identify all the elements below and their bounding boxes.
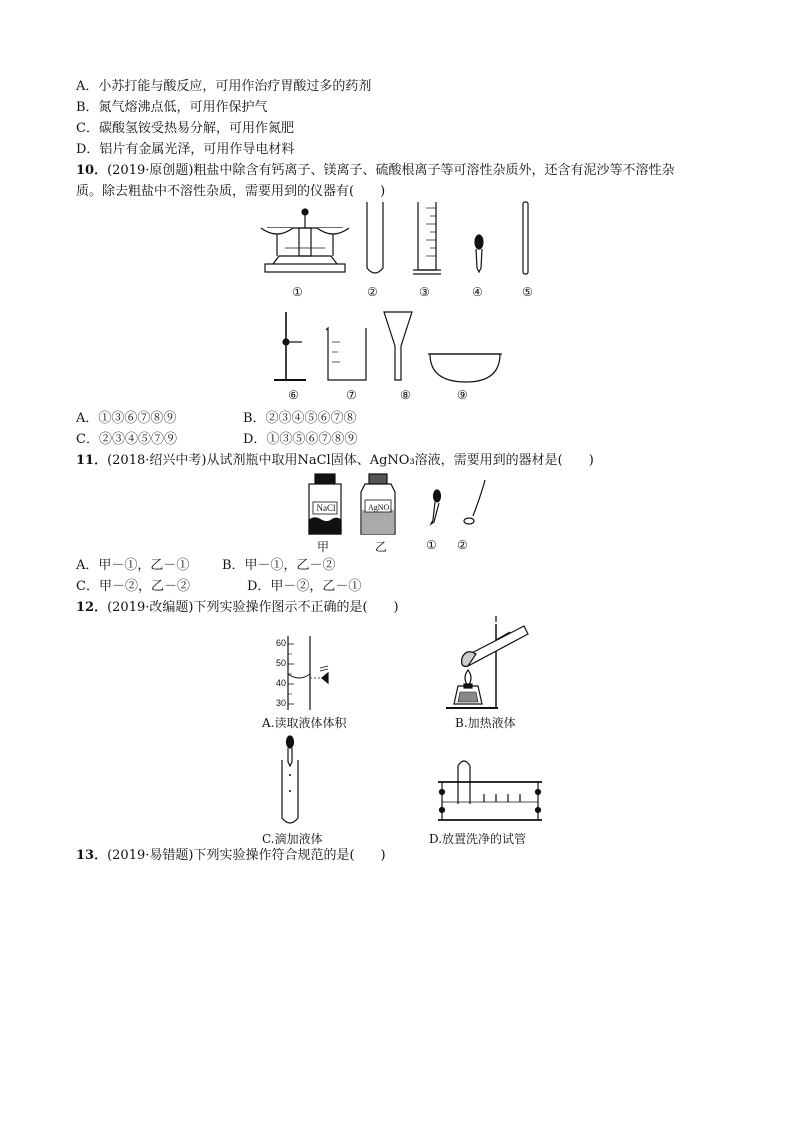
scale-60: 60 [276, 638, 287, 648]
q11-label-2: ② [457, 538, 468, 552]
dropper-icon [475, 235, 483, 272]
q10-label-5: ⑤ [522, 285, 533, 299]
q13-number: 13． [76, 848, 108, 863]
q9-option-a: A．小苏打能与酸反应，可用作治疗胃酸过多的药剂 [76, 79, 372, 94]
nacl-bottle-label: NaCl [316, 503, 336, 513]
q11-label-1: ① [426, 538, 437, 552]
q11-option-c: C．甲－②，乙－② [76, 579, 190, 594]
q12-figure-c [275, 734, 305, 828]
q11-option-b: B．甲－①，乙－② [222, 558, 336, 573]
q10-stem-line2: 质。除去粗盐中不溶性杂质，需要用到的仪器有( ) [76, 184, 386, 199]
q12-caption-d: D.放置洗净的试管 [429, 832, 527, 846]
q11-number: 11． [76, 453, 108, 468]
iron-stand-icon [274, 312, 306, 380]
funnel-icon [384, 312, 412, 380]
graduated-cylinder-icon [413, 202, 441, 274]
q9-option-d: D．铝片有金属光泽，可用作导电材料 [76, 142, 295, 157]
q12-figure-d [436, 758, 546, 824]
q11-label-yi: 乙 [375, 540, 388, 554]
q11-source: (2018·绍兴中考) [107, 453, 207, 468]
glass-rod-icon [523, 202, 528, 274]
q12-stem-text: 下列实验操作图示不正确的是( ) [193, 600, 399, 615]
q12-source: (2019·改编题) [107, 600, 194, 615]
spatula-icon [464, 480, 485, 524]
q10-label-4: ④ [472, 285, 483, 299]
q10-stem-text: 粗盐中除含有钙离子、镁离子、硫酸根离子等可溶性杂质外，还含有泥沙等不溶性杂 [193, 163, 675, 178]
q9-option-c: C．碳酸氢铵受热易分解，可用作氮肥 [76, 121, 294, 136]
q12-caption-a: A.读取液体体积 [262, 716, 347, 730]
q13-source: (2019·易错题) [107, 848, 194, 863]
q10-label-7: ⑦ [346, 388, 357, 402]
balance-icon [261, 209, 349, 272]
scale-30: 30 [276, 698, 287, 708]
q10-apparatus-row1 [255, 198, 555, 280]
q12-stem [76, 598, 399, 618]
q10-label-8: ⑧ [400, 388, 411, 402]
q10-option-b: B．②③④⑤⑥⑦⑧ [243, 411, 357, 426]
q10-option-a: A．①③⑥⑦⑧⑨ [76, 411, 177, 426]
q10-option-d: D．①③⑤⑥⑦⑧⑨ [243, 432, 358, 447]
q10-label-9: ⑨ [457, 388, 468, 402]
q12-scale [276, 638, 286, 708]
q10-apparatus-row2 [270, 308, 510, 384]
q13-stem [76, 846, 386, 866]
scale-50: 50 [276, 658, 287, 668]
q12-caption-c: C.滴加液体 [262, 832, 323, 846]
q12-caption-b: B.加热液体 [455, 716, 516, 730]
q10-source: (2019·原创题) [107, 163, 194, 178]
q11-label-jia: 甲 [317, 540, 330, 554]
q11-stem-text: 从试剂瓶中取用NaCl固体、AgNO₃溶液，需要用到的器材是( ) [206, 453, 594, 468]
q11-option-a: A．甲－①，乙－① [76, 558, 190, 573]
beaker-icon [326, 328, 366, 380]
q13-stem-text: 下列实验操作符合规范的是( ) [193, 848, 386, 863]
q10-label-2: ② [367, 285, 378, 299]
q10-option-c: C．②③④⑤⑦⑨ [76, 432, 177, 447]
q11-dropper-icon [431, 490, 441, 524]
q10-stem-line1 [76, 161, 674, 181]
q12-figure-b [440, 614, 550, 712]
q10-label-1: ① [292, 285, 303, 299]
q11-option-d: D．甲－②，乙－① [247, 579, 362, 594]
test-tube-icon [367, 202, 383, 273]
eye-icon [322, 673, 328, 683]
q10-number: 10． [76, 163, 108, 178]
q9-option-b: B．氮气熔沸点低，可用作保护气 [76, 100, 268, 115]
q11-stem [76, 451, 594, 471]
evaporating-dish-icon [430, 354, 500, 382]
q12-number: 12． [76, 600, 108, 615]
q10-label-6: ⑥ [288, 388, 299, 402]
scale-40: 40 [276, 678, 287, 688]
agno3-bottle-label: AgNO₃ [367, 503, 393, 512]
q10-label-3: ③ [419, 285, 430, 299]
